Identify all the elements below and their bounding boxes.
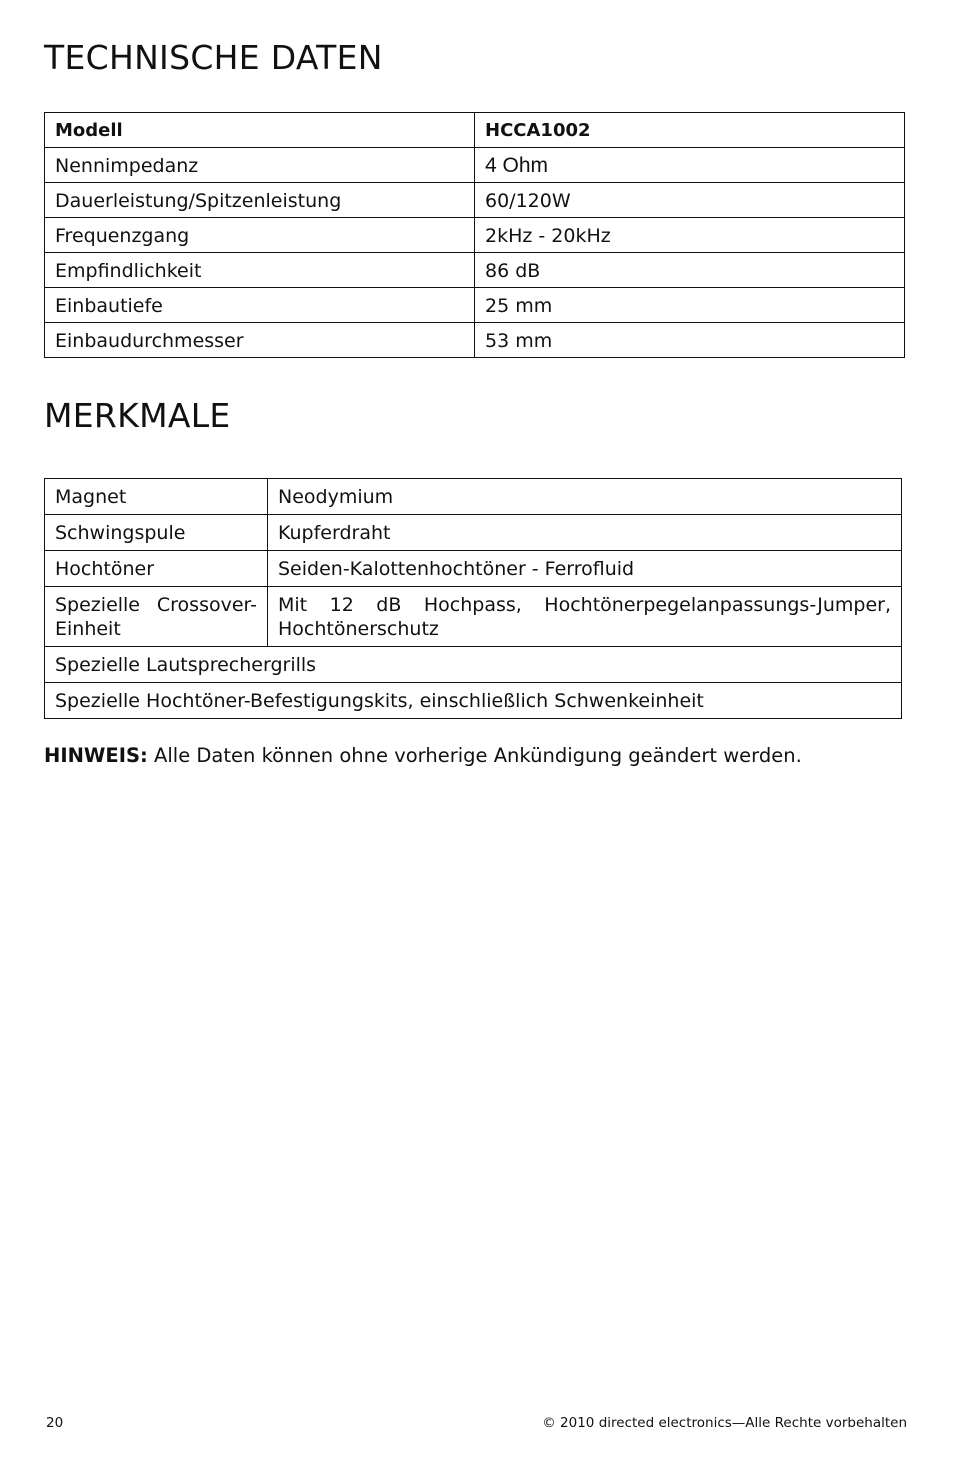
table-cell: Kupferdraht xyxy=(268,515,902,551)
table-cell: Hochtöner xyxy=(45,551,268,587)
table-cell: Frequenzgang xyxy=(45,218,475,253)
table-cell: Modell xyxy=(45,113,475,148)
table-cell: Schwingspule xyxy=(45,515,268,551)
table-row xyxy=(45,288,905,323)
table-cell: HCCA1002 xyxy=(475,113,905,148)
table-cell: Einbautiefe xyxy=(45,288,475,323)
table-cell: 2kHz - 20kHz xyxy=(475,218,905,253)
copyright-notice: © 2010 directed electronics—Alle Rechte vorbehalten xyxy=(542,1415,907,1431)
table-cell: 86 dB xyxy=(475,253,905,288)
table-row xyxy=(45,323,905,358)
table-cell: Mit 12 dB Hochpass, Hochtönerpegelanpassungs-Jumper, Hochtönerschutz xyxy=(268,587,902,647)
note-label: HINWEIS: xyxy=(44,744,148,767)
technical-data-table xyxy=(44,112,905,358)
table-cell: Einbaudurchmesser xyxy=(45,323,475,358)
table-row xyxy=(45,479,902,515)
table-row xyxy=(45,647,902,683)
table-cell: Magnet xyxy=(45,479,268,515)
table-row xyxy=(45,148,905,183)
section-title-technical-data: TECHNISCHE DATEN xyxy=(44,38,383,77)
table-cell: Spezielle Crossover-Einheit xyxy=(45,587,268,647)
table-cell: 4 Ohm xyxy=(475,148,905,183)
table-cell: Nennimpedanz xyxy=(45,148,475,183)
table-row xyxy=(45,218,905,253)
table-row xyxy=(45,683,902,719)
table-row xyxy=(45,587,902,647)
table-row xyxy=(45,551,902,587)
table-row xyxy=(45,253,905,288)
note-paragraph xyxy=(44,744,802,767)
features-table xyxy=(44,478,902,719)
section-title-features: MERKMALE xyxy=(44,396,231,435)
table-cell: Empfindlichkeit xyxy=(45,253,475,288)
table-row xyxy=(45,183,905,218)
note-text: Alle Daten können ohne vorherige Ankündigung geändert werden. xyxy=(154,744,802,767)
table-cell: Neodymium xyxy=(268,479,902,515)
table-cell: Spezielle Lautsprechergrills xyxy=(45,647,902,683)
table-cell: 25 mm xyxy=(475,288,905,323)
table-cell: Spezielle Hochtöner-Befestigungskits, einschließlich Schwenkeinheit xyxy=(45,683,902,719)
table-cell: Seiden-Kalottenhochtöner - Ferrofluid xyxy=(268,551,902,587)
table-cell: Dauerleistung/Spitzenleistung xyxy=(45,183,475,218)
table-row xyxy=(45,515,902,551)
table-cell: 60/120W xyxy=(475,183,905,218)
page-number: 20 xyxy=(46,1415,64,1431)
table-cell: 53 mm xyxy=(475,323,905,358)
table-header-row xyxy=(45,113,905,148)
